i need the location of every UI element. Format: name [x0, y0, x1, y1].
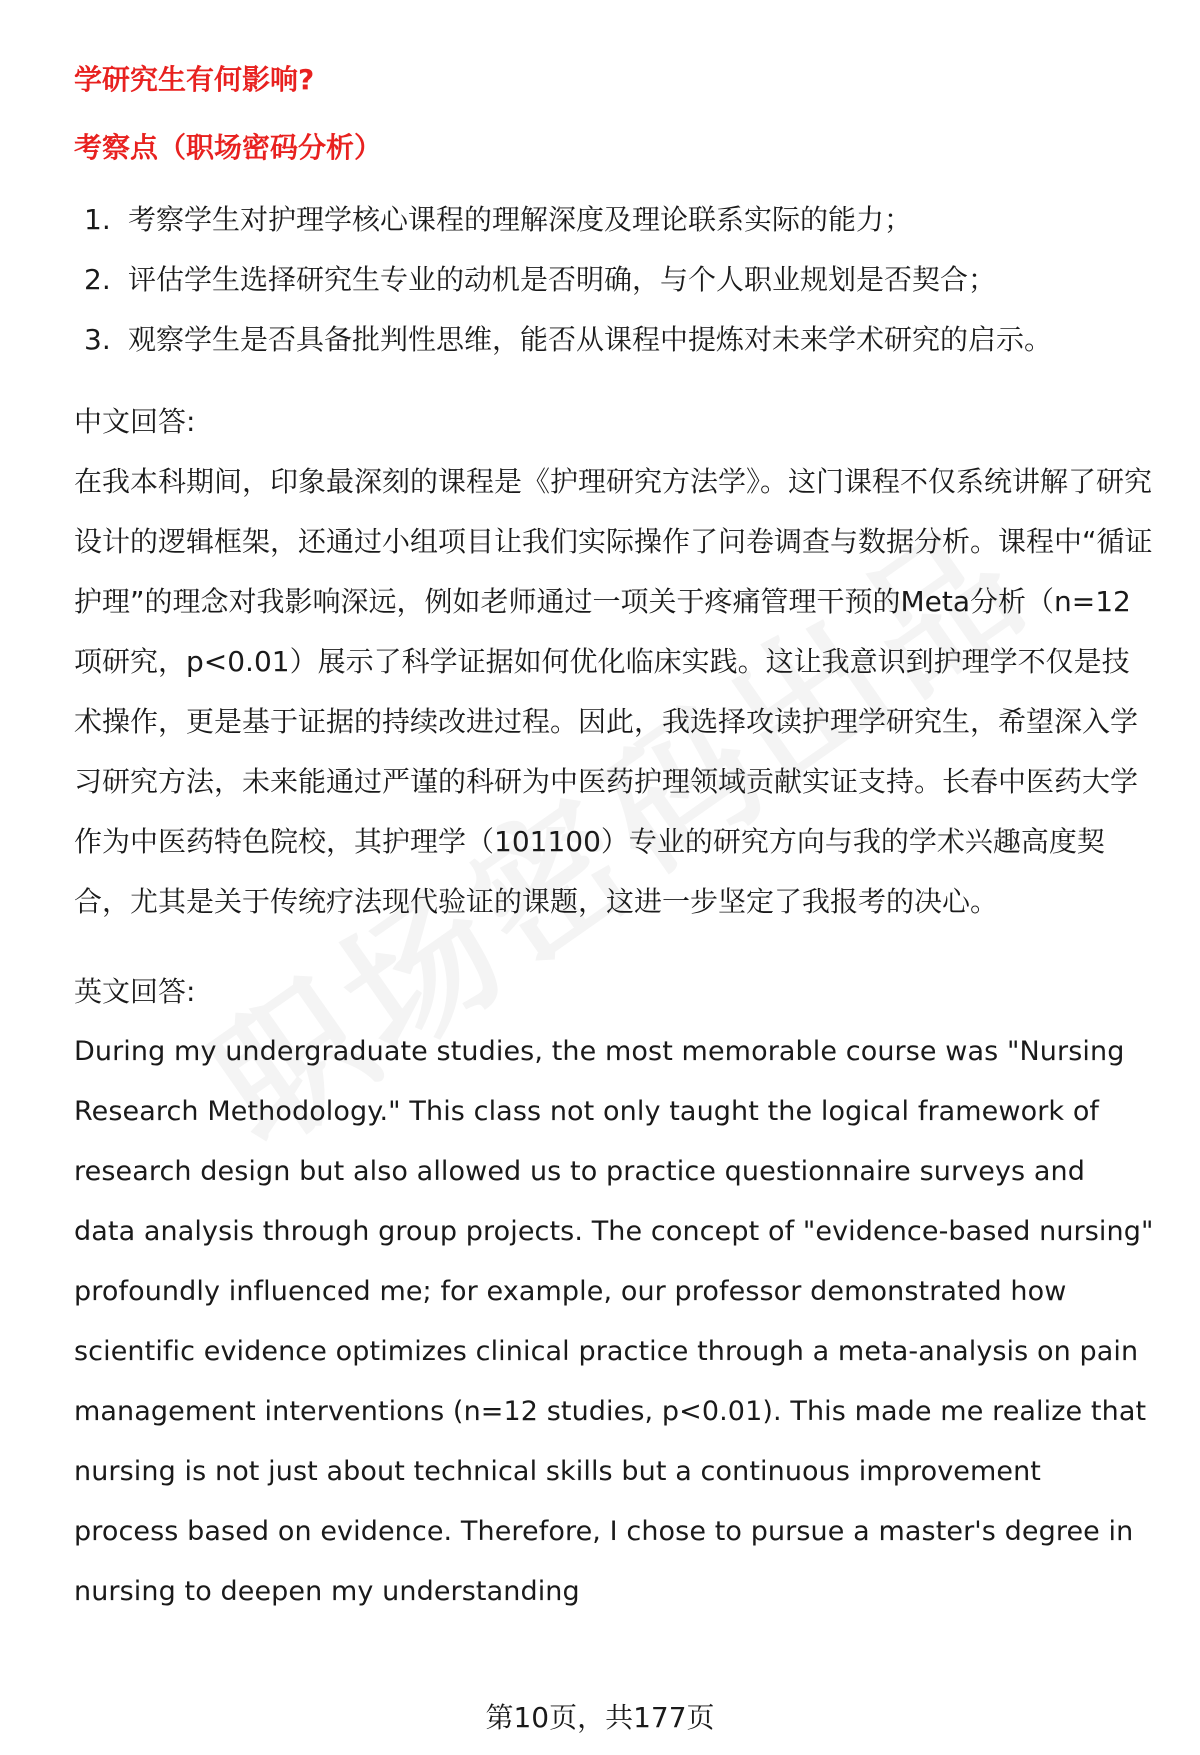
list-item — [74, 190, 1154, 250]
list-item — [74, 250, 1154, 310]
list-item-text: 考察学生对护理学核心课程的理解深度及理论联系实际的能力； — [128, 203, 913, 236]
english-answer-text: During my undergraduate studies, the most memorable course was "Nursing Research Methodology." This class not only taught the logical framework of research design but also allowed us to practice questionnaire surveys and data analysis through group projects. The concept of "evidence-based nursing" profoundly influenced me; for example, our professor demonstrated how scientific evidence optimizes clinical practice through a meta-analysis on pain management interventions (n=12 studies, p<0.01). This made me realize that nursing is not just about technical skills but a continuous improvement process based on evidence. Therefore, I chose to pursue a master's degree in nursing to deepen my understanding — [74, 1036, 1154, 1607]
chinese-answer-label: 中文回答: — [74, 405, 196, 438]
english-answer-label: 英文回答: — [74, 975, 196, 1008]
chinese-answer-text: 在我本科期间，印象最深刻的课程是《护理研究方法学》。这门课程不仅系统讲解了研究设计的逻辑框架，还通过小组项目让我们实际操作了问卷调查与数据分析。课程中“循证护理”的理念对我影响深远，例如老师通过一项关于疼痛管理干预的Meta分析（n=12项研究，p<0.01）展示了科学证据如何优化临床实践。这让我意识到护理学不仅是技术操作，更是基于证据的持续改进过程。因此，我选择攻读护理学研究生，希望深入学习研究方法，未来能通过严谨的科研为中医药护理领域贡献实证支持。长春中医药大学作为中医药特色院校，其护理学（101100）专业的研究方向与我的学术兴趣高度契合，尤其是关于传统疗法现代验证的课题，这进一步坚定了我报考的决心。 — [74, 465, 1153, 918]
list-item-text: 观察学生是否具备批判性思维，能否从课程中提炼对未来学术研究的启示。 — [128, 323, 1053, 356]
list-item — [74, 310, 1154, 370]
question-heading: 学研究生有何影响? — [74, 63, 315, 96]
list-number: 2. — [84, 263, 111, 296]
points-list — [74, 190, 1154, 370]
list-number: 3. — [84, 323, 111, 356]
document-page — [74, 50, 1154, 1622]
list-item-text: 评估学生选择研究生专业的动机是否明确，与个人职业规划是否契合； — [128, 263, 997, 296]
list-number: 1. — [84, 203, 111, 236]
points-heading: 考察点（职场密码分析） — [74, 131, 383, 164]
page-number: 第10页，共177页 — [485, 1701, 715, 1734]
